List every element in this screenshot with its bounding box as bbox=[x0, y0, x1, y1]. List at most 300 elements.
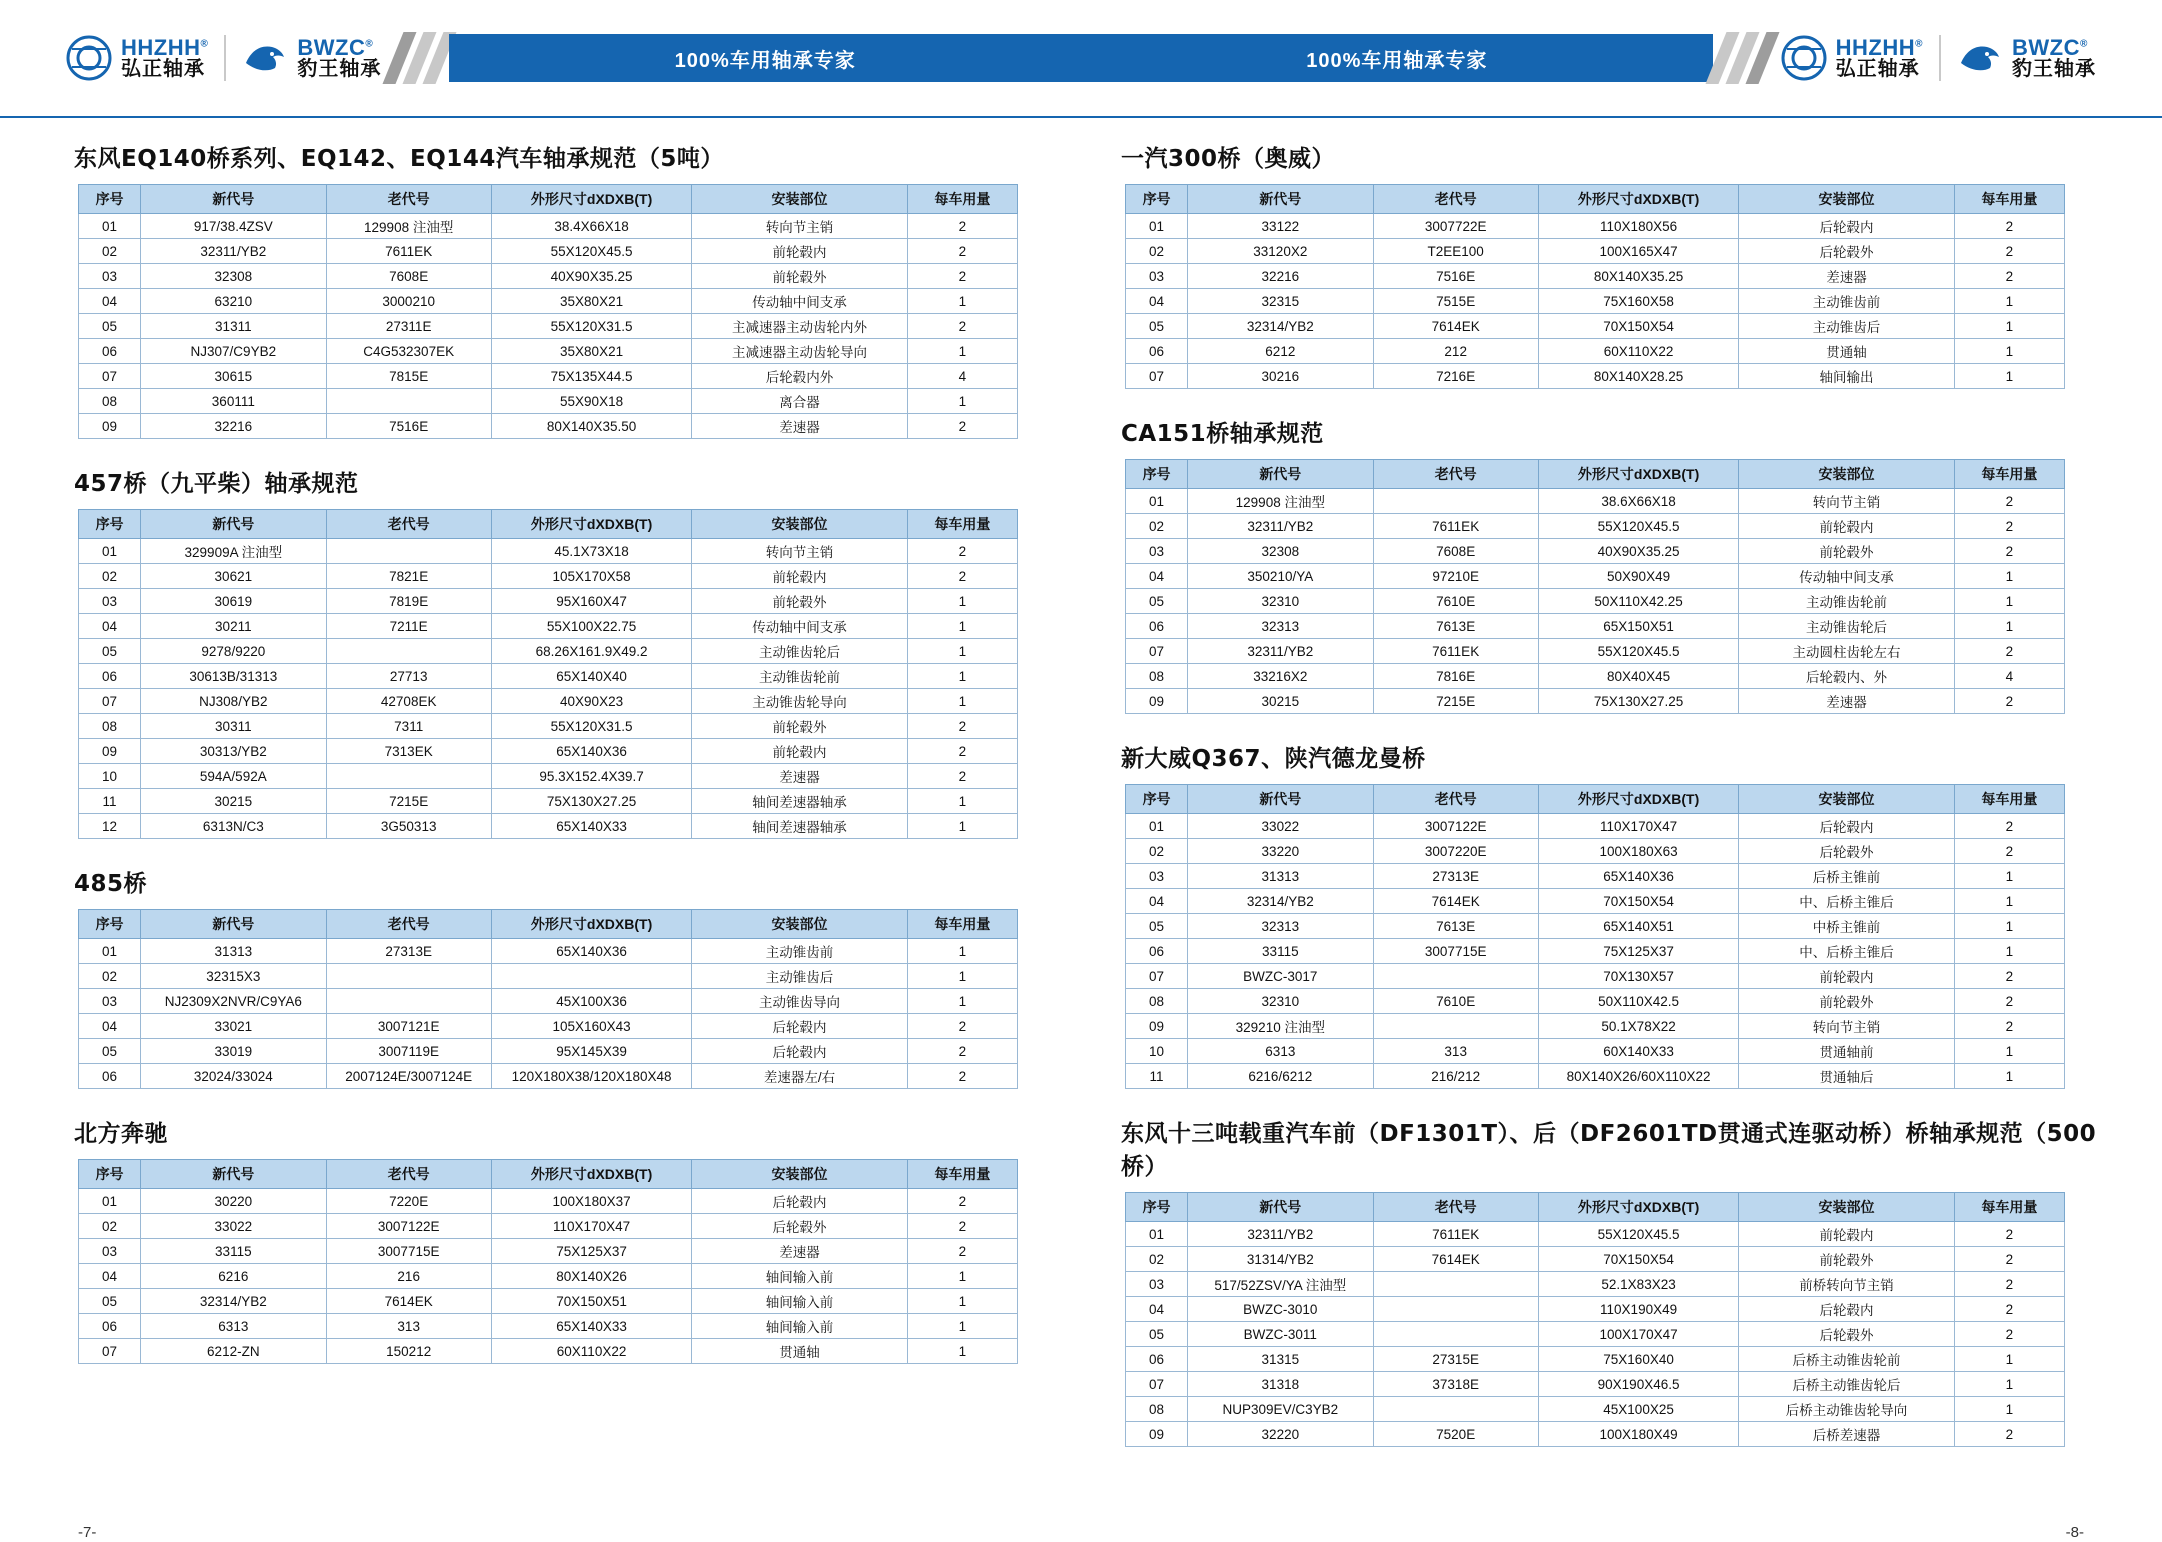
table-cell: 1 bbox=[907, 689, 1017, 714]
table-row bbox=[1126, 1039, 2065, 1064]
column-header: 每车用量 bbox=[907, 510, 1017, 539]
brand-cn-right-1: 弘正轴承 bbox=[1835, 58, 1920, 81]
column-header: 外形尺寸dXDXB(T) bbox=[1538, 785, 1738, 814]
table-cell: 08 bbox=[1126, 989, 1188, 1014]
table-cell: 09 bbox=[1126, 1422, 1188, 1447]
table-cell: 前轮毂内 bbox=[1739, 964, 1954, 989]
table-cell: 2 bbox=[907, 1039, 1017, 1064]
table-cell: 7516E bbox=[1373, 264, 1538, 289]
spec-block bbox=[60, 140, 1055, 439]
table-cell: 03 bbox=[1126, 1272, 1188, 1297]
table-cell: 31313 bbox=[141, 939, 326, 964]
table-cell: 30621 bbox=[141, 564, 326, 589]
table-cell: 11 bbox=[79, 789, 141, 814]
table-cell: 主动锥齿轮前 bbox=[692, 664, 907, 689]
table-cell: 7821E bbox=[326, 564, 491, 589]
table-row bbox=[1126, 1347, 2065, 1372]
table-row bbox=[1126, 1014, 2065, 1039]
table-cell: 04 bbox=[79, 1014, 141, 1039]
table-cell: 06 bbox=[79, 664, 141, 689]
table-cell: 后轮毂内 bbox=[692, 1014, 907, 1039]
table-cell: 08 bbox=[1126, 1397, 1188, 1422]
table-row bbox=[1126, 1297, 2065, 1322]
table-cell: 3007121E bbox=[326, 1014, 491, 1039]
column-header: 老代号 bbox=[1373, 185, 1538, 214]
table-cell: 2 bbox=[1954, 489, 2064, 514]
table-cell: 02 bbox=[1126, 239, 1188, 264]
table-cell: 1 bbox=[1954, 614, 2064, 639]
table-cell: 01 bbox=[1126, 814, 1188, 839]
table-cell: 后桥主动锥齿轮导向 bbox=[1739, 1397, 1954, 1422]
table-cell: 04 bbox=[1126, 889, 1188, 914]
spec-table bbox=[78, 509, 1018, 839]
table-row bbox=[1126, 1397, 2065, 1422]
table-cell: 2 bbox=[907, 1214, 1017, 1239]
logo-group-left bbox=[0, 35, 381, 81]
table-cell: 37318E bbox=[1373, 1372, 1538, 1397]
column-header: 安装部位 bbox=[1739, 185, 1954, 214]
table-cell: 06 bbox=[79, 1314, 141, 1339]
table-cell: 65X140X33 bbox=[491, 1314, 691, 1339]
table-cell: 65X140X36 bbox=[491, 739, 691, 764]
table-cell: 贯通轴后 bbox=[1739, 1064, 1954, 1089]
table-cell bbox=[326, 989, 491, 1014]
column-header: 每车用量 bbox=[1954, 1193, 2064, 1222]
table-cell: 63210 bbox=[141, 289, 326, 314]
table-row bbox=[1126, 314, 2065, 339]
table-cell: 08 bbox=[79, 389, 141, 414]
table-cell: 30211 bbox=[141, 614, 326, 639]
spec-table bbox=[1125, 784, 2065, 1089]
column-header: 每车用量 bbox=[907, 1160, 1017, 1189]
table-cell: 2 bbox=[1954, 1272, 2064, 1297]
table-row bbox=[79, 214, 1018, 239]
column-header: 外形尺寸dXDXB(T) bbox=[1538, 460, 1738, 489]
table-cell: 02 bbox=[1126, 514, 1188, 539]
table-cell: 7216E bbox=[1373, 364, 1538, 389]
table-cell: 后轮毂外 bbox=[1739, 239, 1954, 264]
table-row bbox=[1126, 489, 2065, 514]
table-cell: 主动锥齿后 bbox=[692, 964, 907, 989]
table-cell: 33115 bbox=[1188, 939, 1373, 964]
table-cell: BWZC-3010 bbox=[1188, 1297, 1373, 1322]
table-row bbox=[79, 539, 1018, 564]
table-cell: 2007124E/3007124E bbox=[326, 1064, 491, 1089]
table-cell: 04 bbox=[79, 614, 141, 639]
table-cell bbox=[1373, 1297, 1538, 1322]
table-cell: 2 bbox=[1954, 264, 2064, 289]
table-cell: 32314/YB2 bbox=[141, 1289, 326, 1314]
column-header: 安装部位 bbox=[1739, 785, 1954, 814]
table-cell: 55X120X45.5 bbox=[1538, 639, 1738, 664]
table-cell: 216/212 bbox=[1373, 1064, 1538, 1089]
table-row bbox=[1126, 989, 2065, 1014]
table-row bbox=[1126, 839, 2065, 864]
table-cell: 32216 bbox=[1188, 264, 1373, 289]
table-cell: 差速器 bbox=[692, 764, 907, 789]
table-cell: 02 bbox=[79, 564, 141, 589]
table-cell: 01 bbox=[79, 539, 141, 564]
table-cell: 后轮毂内 bbox=[1739, 814, 1954, 839]
table-cell: 贯通轴 bbox=[1739, 339, 1954, 364]
table-row bbox=[79, 1214, 1018, 1239]
table-cell bbox=[1373, 964, 1538, 989]
table-cell: 01 bbox=[79, 214, 141, 239]
table-cell: 55X120X45.5 bbox=[491, 239, 691, 264]
page-header bbox=[0, 0, 2162, 118]
table-cell: 主动圆柱齿轮左右 bbox=[1739, 639, 1954, 664]
table-cell: 32314/YB2 bbox=[1188, 314, 1373, 339]
table-row bbox=[1126, 889, 2065, 914]
table-cell: 32313 bbox=[1188, 614, 1373, 639]
bearing-ring-icon bbox=[1781, 35, 1827, 81]
column-header: 外形尺寸dXDXB(T) bbox=[1538, 185, 1738, 214]
brand-cn-left-2: 豹王轴承 bbox=[297, 58, 382, 81]
table-cell: 主动锥齿轮后 bbox=[1739, 614, 1954, 639]
table-cell: 06 bbox=[1126, 339, 1188, 364]
table-cell: 1 bbox=[907, 939, 1017, 964]
table-cell: 转向节主销 bbox=[692, 214, 907, 239]
table-cell: 7613E bbox=[1373, 614, 1538, 639]
table-cell: 主动锥齿轮导向 bbox=[692, 689, 907, 714]
section-title: CA151桥轴承规范 bbox=[1121, 421, 1324, 447]
table-cell: 6212-ZN bbox=[141, 1339, 326, 1364]
table-cell bbox=[1373, 489, 1538, 514]
table-cell: 3007119E bbox=[326, 1039, 491, 1064]
brand-en-left-1: HHZHH bbox=[121, 34, 201, 60]
table-cell: 7815E bbox=[326, 364, 491, 389]
table-cell: 1 bbox=[1954, 1347, 2064, 1372]
column-header: 老代号 bbox=[1373, 460, 1538, 489]
table-row bbox=[79, 289, 1018, 314]
table-cell: 3G50313 bbox=[326, 814, 491, 839]
table-cell: 前轮毂外 bbox=[1739, 989, 1954, 1014]
table-cell: 05 bbox=[1126, 314, 1188, 339]
table-cell: 离合器 bbox=[692, 389, 907, 414]
table-cell: 01 bbox=[79, 939, 141, 964]
table-cell: 传动轴中间支承 bbox=[692, 289, 907, 314]
table-row bbox=[79, 939, 1018, 964]
table-cell: 30215 bbox=[1188, 689, 1373, 714]
table-cell: 前轮毂外 bbox=[692, 714, 907, 739]
table-cell: NUP309EV/C3YB2 bbox=[1188, 1397, 1373, 1422]
table-cell: 09 bbox=[1126, 689, 1188, 714]
table-cell: 后轮毂内 bbox=[692, 1189, 907, 1214]
table-cell bbox=[1373, 1014, 1538, 1039]
column-header: 外形尺寸dXDXB(T) bbox=[491, 510, 691, 539]
table-cell bbox=[1373, 1272, 1538, 1297]
column-header: 新代号 bbox=[141, 1160, 326, 1189]
table-row bbox=[79, 339, 1018, 364]
column-header: 安装部位 bbox=[692, 1160, 907, 1189]
table-cell: 7611EK bbox=[1373, 514, 1538, 539]
brand-cn-left-1: 弘正轴承 bbox=[121, 58, 205, 81]
table-cell: 01 bbox=[79, 1189, 141, 1214]
table-cell: 06 bbox=[1126, 939, 1188, 964]
table-row bbox=[79, 564, 1018, 589]
table-cell: 1 bbox=[1954, 1372, 2064, 1397]
table-cell: 32216 bbox=[141, 414, 326, 439]
table-cell: 31313 bbox=[1188, 864, 1373, 889]
table-cell: 7611EK bbox=[1373, 639, 1538, 664]
table-cell: 33021 bbox=[141, 1014, 326, 1039]
chevron-decor-right bbox=[1716, 32, 1769, 84]
table-cell: 03 bbox=[1126, 264, 1188, 289]
table-cell: 50X110X42.25 bbox=[1538, 589, 1738, 614]
table-cell: 100X180X63 bbox=[1538, 839, 1738, 864]
table-row bbox=[79, 664, 1018, 689]
table-cell: 27313E bbox=[326, 939, 491, 964]
table-cell: 45X100X36 bbox=[491, 989, 691, 1014]
table-cell: 04 bbox=[1126, 1297, 1188, 1322]
table-cell: 后轮毂外 bbox=[1739, 839, 1954, 864]
table-cell: 7816E bbox=[1373, 664, 1538, 689]
table-cell: 100X180X49 bbox=[1538, 1422, 1738, 1447]
table-cell: 917/38.4ZSV bbox=[141, 214, 326, 239]
table-cell: 2 bbox=[907, 264, 1017, 289]
table-cell: 33019 bbox=[141, 1039, 326, 1064]
table-cell: 50X110X42.5 bbox=[1538, 989, 1738, 1014]
table-cell: 30311 bbox=[141, 714, 326, 739]
table-cell bbox=[326, 389, 491, 414]
table-cell: 313 bbox=[1373, 1039, 1538, 1064]
table-cell: 33022 bbox=[141, 1214, 326, 1239]
table-cell: 后轮毂内外 bbox=[692, 364, 907, 389]
section-title: 一汽300桥（奥威） bbox=[1121, 146, 1336, 172]
table-cell: 07 bbox=[1126, 639, 1188, 664]
column-header: 安装部位 bbox=[1739, 1193, 1954, 1222]
table-cell: 轴间输出 bbox=[1739, 364, 1954, 389]
table-cell: 65X140X36 bbox=[1538, 864, 1738, 889]
table-header-row bbox=[79, 185, 1018, 214]
table-row bbox=[1126, 239, 2065, 264]
table-cell: 7613E bbox=[1373, 914, 1538, 939]
table-cell: 75X125X37 bbox=[491, 1239, 691, 1264]
table-cell: 7614EK bbox=[326, 1289, 491, 1314]
table-cell: 35X80X21 bbox=[491, 339, 691, 364]
table-cell: 517/52ZSV/YA 注油型 bbox=[1188, 1272, 1373, 1297]
table-cell: 11 bbox=[1126, 1064, 1188, 1089]
table-cell: 7611EK bbox=[326, 239, 491, 264]
table-cell: 60X110X22 bbox=[491, 1339, 691, 1364]
table-cell: 40X90X35.25 bbox=[491, 264, 691, 289]
table-cell: NJ2309X2NVR/C9YA6 bbox=[141, 989, 326, 1014]
table-cell: 100X170X47 bbox=[1538, 1322, 1738, 1347]
spec-table bbox=[78, 184, 1018, 439]
table-cell: 01 bbox=[1126, 214, 1188, 239]
table-cell: 65X150X51 bbox=[1538, 614, 1738, 639]
table-cell: BWZC-3011 bbox=[1188, 1322, 1373, 1347]
table-cell: 05 bbox=[79, 1039, 141, 1064]
table-cell: 后轮毂内 bbox=[1739, 1297, 1954, 1322]
table-cell: 6212 bbox=[1188, 339, 1373, 364]
table-cell: 50X90X49 bbox=[1538, 564, 1738, 589]
table-cell: 70X130X57 bbox=[1538, 964, 1738, 989]
table-cell bbox=[326, 764, 491, 789]
table-cell: 1 bbox=[907, 389, 1017, 414]
table-row bbox=[79, 989, 1018, 1014]
table-cell: 2 bbox=[1954, 989, 2064, 1014]
table-cell: 主动锥齿前 bbox=[1739, 289, 1954, 314]
table-cell: 05 bbox=[79, 314, 141, 339]
table-cell: 03 bbox=[79, 989, 141, 1014]
table-row bbox=[79, 1239, 1018, 1264]
left-column bbox=[60, 140, 1055, 1473]
table-row bbox=[1126, 1422, 2065, 1447]
spec-block bbox=[1107, 740, 2102, 1089]
table-cell: 09 bbox=[79, 414, 141, 439]
table-cell: 4 bbox=[1954, 664, 2064, 689]
table-cell: 27713 bbox=[326, 664, 491, 689]
table-cell: 75X135X44.5 bbox=[491, 364, 691, 389]
table-cell: 105X160X43 bbox=[491, 1014, 691, 1039]
table-cell: 06 bbox=[79, 1064, 141, 1089]
table-cell: 38.4X66X18 bbox=[491, 214, 691, 239]
table-cell: 05 bbox=[79, 1289, 141, 1314]
table-row bbox=[1126, 664, 2065, 689]
table-cell: 07 bbox=[79, 1339, 141, 1364]
table-row bbox=[79, 1264, 1018, 1289]
table-cell: 110X190X49 bbox=[1538, 1297, 1738, 1322]
table-cell: 3007122E bbox=[326, 1214, 491, 1239]
table-cell: 03 bbox=[79, 264, 141, 289]
table-cell: 2 bbox=[1954, 514, 2064, 539]
table-cell: 6313N/C3 bbox=[141, 814, 326, 839]
table-cell: 前轮毂内 bbox=[692, 739, 907, 764]
table-row bbox=[79, 689, 1018, 714]
column-header: 每车用量 bbox=[907, 185, 1017, 214]
table-cell: 差速器左/右 bbox=[692, 1064, 907, 1089]
table-cell: 7311 bbox=[326, 714, 491, 739]
table-cell: 30313/YB2 bbox=[141, 739, 326, 764]
table-cell: 42708EK bbox=[326, 689, 491, 714]
table-cell: 2 bbox=[907, 764, 1017, 789]
table-cell: 1 bbox=[1954, 289, 2064, 314]
table-cell: 32313 bbox=[1188, 914, 1373, 939]
table-row bbox=[79, 589, 1018, 614]
table-cell: 329909A 注油型 bbox=[141, 539, 326, 564]
table-cell: 31315 bbox=[1188, 1347, 1373, 1372]
table-cell: 10 bbox=[1126, 1039, 1188, 1064]
table-row bbox=[1126, 264, 2065, 289]
table-cell: 后轮毂外 bbox=[1739, 1322, 1954, 1347]
table-cell: 6313 bbox=[141, 1314, 326, 1339]
table-cell: 6216 bbox=[141, 1264, 326, 1289]
table-row bbox=[1126, 1222, 2065, 1247]
table-cell: 贯通轴 bbox=[692, 1339, 907, 1364]
table-cell: 主减速器主动齿轮导向 bbox=[692, 339, 907, 364]
table-cell: 80X140X26 bbox=[491, 1264, 691, 1289]
table-cell: 1 bbox=[907, 1289, 1017, 1314]
spec-block bbox=[60, 865, 1055, 1089]
banner-bar bbox=[449, 34, 1712, 82]
table-cell: 04 bbox=[79, 1264, 141, 1289]
table-cell: 75X125X37 bbox=[1538, 939, 1738, 964]
table-cell: 2 bbox=[1954, 1297, 2064, 1322]
brand-cn-right-2: 豹王轴承 bbox=[2012, 58, 2096, 81]
column-header: 新代号 bbox=[1188, 1193, 1373, 1222]
table-cell: 前轮毂外 bbox=[692, 264, 907, 289]
section-title: 新大威Q367、陕汽德龙曼桥 bbox=[1121, 746, 1426, 772]
table-cell: 55X90X18 bbox=[491, 389, 691, 414]
leopard-icon bbox=[242, 35, 288, 81]
table-cell: 02 bbox=[79, 239, 141, 264]
table-cell: 32310 bbox=[1188, 589, 1373, 614]
table-header-row bbox=[79, 910, 1018, 939]
table-cell: 110X180X56 bbox=[1538, 214, 1738, 239]
column-header: 新代号 bbox=[1188, 785, 1373, 814]
table-cell: 3000210 bbox=[326, 289, 491, 314]
table-cell: 7608E bbox=[326, 264, 491, 289]
column-header: 新代号 bbox=[141, 185, 326, 214]
table-cell: 1 bbox=[1954, 339, 2064, 364]
table-cell: 80X140X28.25 bbox=[1538, 364, 1738, 389]
column-header: 老代号 bbox=[326, 1160, 491, 1189]
table-cell: 08 bbox=[79, 714, 141, 739]
column-header: 老代号 bbox=[1373, 785, 1538, 814]
table-cell: 1 bbox=[907, 339, 1017, 364]
table-cell: 传动轴中间支承 bbox=[692, 614, 907, 639]
table-cell: 主动锥齿后 bbox=[1739, 314, 1954, 339]
table-row bbox=[79, 1014, 1018, 1039]
table-cell: 329210 注油型 bbox=[1188, 1014, 1373, 1039]
table-cell: 75X160X58 bbox=[1538, 289, 1738, 314]
logo-divider-right bbox=[1939, 35, 1941, 81]
column-header: 老代号 bbox=[1373, 1193, 1538, 1222]
table-row bbox=[79, 264, 1018, 289]
table-cell: 65X140X36 bbox=[491, 939, 691, 964]
table-cell: 后轮毂内 bbox=[692, 1039, 907, 1064]
table-cell: 52.1X83X23 bbox=[1538, 1272, 1738, 1297]
table-cell: 轴间输入前 bbox=[692, 1264, 907, 1289]
table-cell: 30215 bbox=[141, 789, 326, 814]
table-row bbox=[1126, 364, 2065, 389]
column-header: 序号 bbox=[1126, 185, 1188, 214]
table-cell: 转向节主销 bbox=[1739, 1014, 1954, 1039]
table-row bbox=[1126, 539, 2065, 564]
table-cell: 80X40X45 bbox=[1538, 664, 1738, 689]
table-row bbox=[1126, 289, 2065, 314]
column-header: 老代号 bbox=[326, 910, 491, 939]
table-cell: 中、后桥主锥后 bbox=[1739, 889, 1954, 914]
column-header: 序号 bbox=[1126, 1193, 1188, 1222]
table-cell: 27313E bbox=[1373, 864, 1538, 889]
spec-table bbox=[1125, 459, 2065, 714]
spec-block bbox=[1107, 140, 2102, 389]
table-cell: 7610E bbox=[1373, 989, 1538, 1014]
table-cell: 主动锥齿轮前 bbox=[1739, 589, 1954, 614]
table-cell: 80X140X35.50 bbox=[491, 414, 691, 439]
brand-hhzhh-left: HHZHH® 弘正轴承 bbox=[66, 35, 208, 81]
table-row bbox=[79, 314, 1018, 339]
table-cell: 02 bbox=[1126, 1247, 1188, 1272]
table-cell: 差速器 bbox=[1739, 264, 1954, 289]
table-cell: 7614EK bbox=[1373, 1247, 1538, 1272]
column-header: 新代号 bbox=[141, 510, 326, 539]
table-cell: T2EE100 bbox=[1373, 239, 1538, 264]
logo-group-right bbox=[1781, 35, 2162, 81]
table-cell: 9278/9220 bbox=[141, 639, 326, 664]
table-cell: 1 bbox=[907, 1339, 1017, 1364]
table-cell: BWZC-3017 bbox=[1188, 964, 1373, 989]
table-cell: 差速器 bbox=[1739, 689, 1954, 714]
table-cell: 30615 bbox=[141, 364, 326, 389]
spec-table bbox=[1125, 184, 2065, 389]
table-cell: 02 bbox=[79, 964, 141, 989]
table-cell: 33216X2 bbox=[1188, 664, 1373, 689]
table-row bbox=[79, 1339, 1018, 1364]
table-header-row bbox=[1126, 1193, 2065, 1222]
